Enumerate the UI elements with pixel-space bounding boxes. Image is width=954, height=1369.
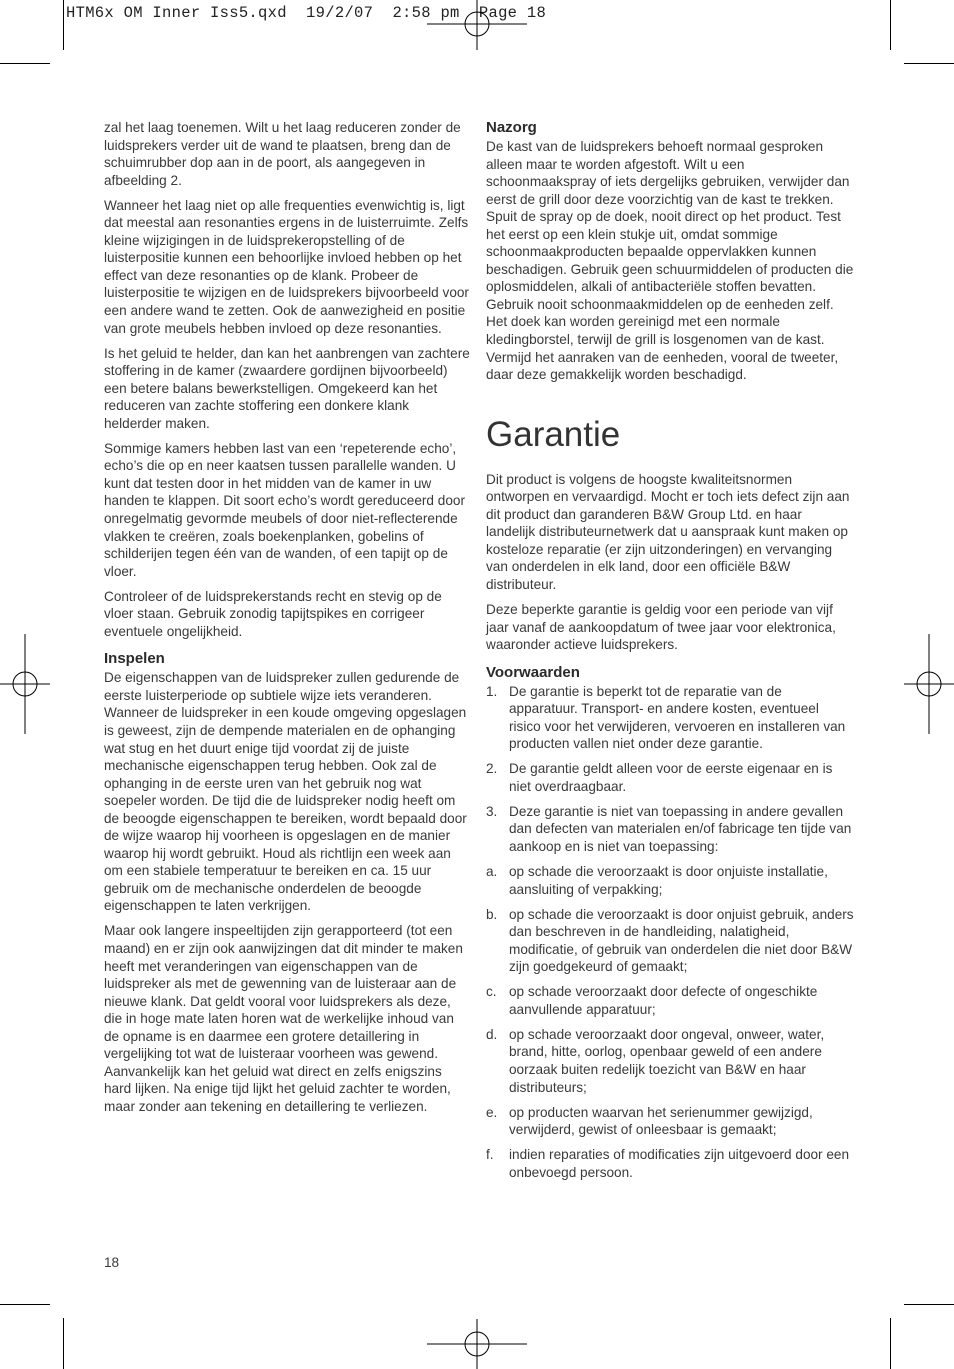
condition-text: Deze garantie is niet van toepassing in andere gevallen dan defecten van materialen en/of fabricage ten tijde van aankoop en is niet van toepassing: bbox=[509, 803, 852, 854]
paragraph-garantie-1: Dit product is volgens de hoogste kwaliteitsnormen ontworpen en vervaardigd. Mocht er toch iets defect zijn aan dit product dan garanderen B&W Group Ltd. en haar landelijk distributeurnetwerk dat u aanspraak kunt maken op kosteloze reparatie (er zijn uitzonderingen) en vervanging van onderdelen in elk land, door een officiële B&W distributeur. bbox=[486, 471, 850, 592]
crop-mark-bottom-left-vertical bbox=[63, 1318, 64, 1369]
condition-item bbox=[486, 683, 854, 753]
condition-text: op schade die veroorzaakt is door onjuist gebruik, anders dan beschreven in de handleiding, nalatigheid, modificatie, of gebruik van onderdelen die niet door B&W zijn goedgekeurd of gemaakt; bbox=[509, 906, 854, 975]
condition-text: De garantie is beperkt tot de reparatie van de apparatuur. Transport- en andere kosten, eventueel risico voor het verwijderen, vervoeren en installeren van producten vallen niet onder deze garantie. bbox=[509, 683, 846, 752]
crop-mark-top-left-vertical bbox=[63, 0, 64, 50]
condition-item bbox=[486, 863, 854, 898]
paragraph-speaker-stands: Controleer of de luidsprekerstands recht en stevig op de vloer staan. Gebruik zonodig tapijtspikes en corrigeer eventuele ongelijkheid. bbox=[104, 588, 442, 639]
condition-marker: 3. bbox=[486, 803, 498, 819]
condition-marker: c. bbox=[486, 984, 497, 1000]
paragraph-inspelen-1: De eigenschappen van de luidspreker zullen gedurende de eerste luisterperiode op subtiele wijze iets veranderen. Wanneer de luidspreker in een koude omgeving opgeslagen is geweest, zijn de dempende materialen en de ophanging wat stug en het duurt enige tijd voordat zij de juiste mechanische eigenschappen terug hebben. Ook zal de ophanging in de eerste uren van het gebruik nog wat soepeler worden. De tijd die de luidspreker nodig heeft om de beoogde eigenschappen te bereiken, wordt bepaald door de wijze waarop hij voorheen is opgeslagen en de manier waarop hij wordt gebruikt. Houd als richtlijn een week aan om een stabiele temperatuur te bereiken en ca. 15 uur gebruik om de mechanische onderdelen de beoogde eigenschappen te laten verkrijgen. bbox=[104, 670, 467, 914]
crop-mark-top-right-horizontal bbox=[904, 63, 954, 64]
conditions-list bbox=[486, 683, 854, 1182]
condition-item bbox=[486, 1026, 854, 1096]
condition-marker: 1. bbox=[486, 683, 498, 699]
heading-voorwaarden: Voorwaarden bbox=[486, 663, 580, 681]
condition-text: op schade die veroorzaakt is door onjuiste installatie, aansluiting of verpakking; bbox=[509, 864, 828, 897]
crop-mark-bottom-left-horizontal bbox=[0, 1304, 50, 1305]
paragraph-bright-sound: Is het geluid te helder, dan kan het aanbrengen van zachtere stoffering in de kamer (zwaardere gordijnen bijvoorbeeld) een betere balans bewerkstelligen. Omgekeerd kan het reduceren van zachte stoffering een donkere klank helderder maken. bbox=[104, 345, 470, 431]
condition-marker: b. bbox=[486, 906, 498, 922]
heading-inspelen: Inspelen bbox=[104, 650, 165, 668]
condition-marker: 2. bbox=[486, 761, 498, 777]
condition-item bbox=[486, 1146, 854, 1181]
print-slug: HTM6x OM Inner Iss5.qxd 19/2/07 2:58 pm Page 18 bbox=[66, 4, 547, 22]
condition-item bbox=[486, 760, 854, 795]
paragraph-garantie-2: Deze beperkte garantie is geldig voor een periode van vijf jaar vanaf de aankoopdatum of twee jaar voor elektronica, waaronder actieve luidsprekers. bbox=[486, 601, 836, 653]
paragraph-bass-port: zal het laag toenemen. Wilt u het laag reduceren zonder de luidsprekers verder uit de wand te plaatsen, breng dan de schuimrubber dop aan in de poort, als aangegeven in afbeelding 2. bbox=[104, 120, 461, 188]
left-column bbox=[104, 119, 470, 1123]
paragraph-nazorg: De kast van de luidsprekers behoeft normaal gesproken alleen maar te worden afgestoft. Wilt u een schoonmaakspray of iets dergelijks gebruiken, verwijder dan eerst de grill door deze voorzichtig van de kast te trekken. Spuit de spray op de doek, nooit direct op het product. Test het eerst op een klein stukje uit, omdat sommige schoonmaakproducten bepaalde oppervlakken kunnen beschadigen. Gebruik geen schuurmiddelen of producten die oplosmiddelen, alkali of antibacteriële stoffen bevatten. Gebruik nooit schoonmaakmiddelen op de eenheden zelf. Het doek kan worden gereinigd met een normale kledingborstel, terwijl de grill is losgenomen van de kast. Vermijd het aanraken van de eenheden, vooral de tweeter, daar deze gemakkelijk worden beschadigd. bbox=[486, 139, 854, 383]
registration-mark-top bbox=[427, 0, 527, 50]
condition-text: op producten waarvan het serienummer gewijzigd, verwijderd, gewist of onleesbaar is gemaakt; bbox=[509, 1104, 813, 1138]
condition-marker: f. bbox=[486, 1147, 494, 1163]
condition-text: op schade veroorzaakt door defecte of ongeschikte aanvullende apparatuur; bbox=[509, 984, 818, 1017]
page-number: 18 bbox=[104, 1255, 120, 1270]
condition-item bbox=[486, 983, 854, 1018]
condition-text: indien reparaties of modificaties zijn uitgevoerd door een onbevoegd persoon. bbox=[509, 1147, 850, 1180]
crop-mark-bottom-right-vertical bbox=[890, 1318, 891, 1369]
condition-item bbox=[486, 803, 854, 856]
condition-text: De garantie geldt alleen voor de eerste eigenaar en is niet overdraagbaar. bbox=[509, 761, 833, 794]
section-title-garantie: Garantie bbox=[486, 414, 621, 454]
paragraph-inspelen-2: Maar ook langere inspeeltijden zijn gerapporteerd (tot een maand) en er zijn ook aanwijzingen dat dit minder te maken heeft met veranderingen van eigenschappen van de luidspreker als met de gewenning van de luisteraar aan de nieuwe klank. Dat geldt vooral voor luidsprekers als deze, die in hoge mate laten horen wat de werkelijke inhoud van de opname is en daarmee een grotere detaillering in vergelijking tot wat de luisteraar voorheen was gewend. Aanvankelijk kan het geluid wat direct en zelfs enigszins hard lijken. Na enige tijd lijkt het geluid zachter te worden, maar zonder aan tekening en detaillering te verliezen. bbox=[104, 923, 463, 1114]
registration-mark-left bbox=[0, 634, 50, 734]
paragraph-flutter-echo: Sommige kamers hebben last van een ‘repeterende echo’, echo’s die op en neer kaatsen tussen parallelle wanden. U kunt dat testen door in het midden van de kamer in uw handen te klappen. Dit soort echo’s wordt gereduceerd door onregelmatig gevormde meubels of door niet-reflecterende vlakken te creëren, zoals boekenplanken, gobelins of schilderijen tegen één van de wanden, of een tapijt op de vloer. bbox=[104, 440, 465, 579]
right-column bbox=[486, 119, 854, 1189]
condition-item bbox=[486, 1104, 854, 1139]
condition-marker: d. bbox=[486, 1026, 498, 1042]
condition-marker: e. bbox=[486, 1104, 498, 1120]
crop-mark-top-left-horizontal bbox=[0, 63, 50, 64]
condition-item bbox=[486, 906, 854, 976]
heading-nazorg: Nazorg bbox=[486, 119, 537, 136]
condition-marker: a. bbox=[486, 864, 498, 880]
registration-mark-right bbox=[904, 634, 954, 734]
crop-mark-bottom-right-horizontal bbox=[904, 1304, 954, 1305]
condition-text: op schade veroorzaakt door ongeval, onweer, water, brand, hitte, oorlog, openbaar geweld of een andere oorzaak buiten redelijk toezicht van B&W en haar distributeurs; bbox=[509, 1026, 825, 1095]
registration-mark-bottom bbox=[427, 1319, 527, 1369]
paragraph-resonances: Wanneer het laag niet op alle frequenties evenwichtig is, ligt dat meestal aan resonanties ergens in de luisterruimte. Zelfs kleine wijzigingen in de luidsprekeropstelling of de luisterpositie kunnen een behoorlijke invloed hebben op het effect van deze resonanties op de klank. Probeer de luisterpositie te wijzigen en de luidsprekers bijvoorbeeld voor een andere wand te zetten. Ook de aanwezigheid en positie van grote meubels hebben invloed op deze resonanties. bbox=[104, 197, 469, 336]
crop-mark-top-right-vertical bbox=[890, 0, 891, 50]
